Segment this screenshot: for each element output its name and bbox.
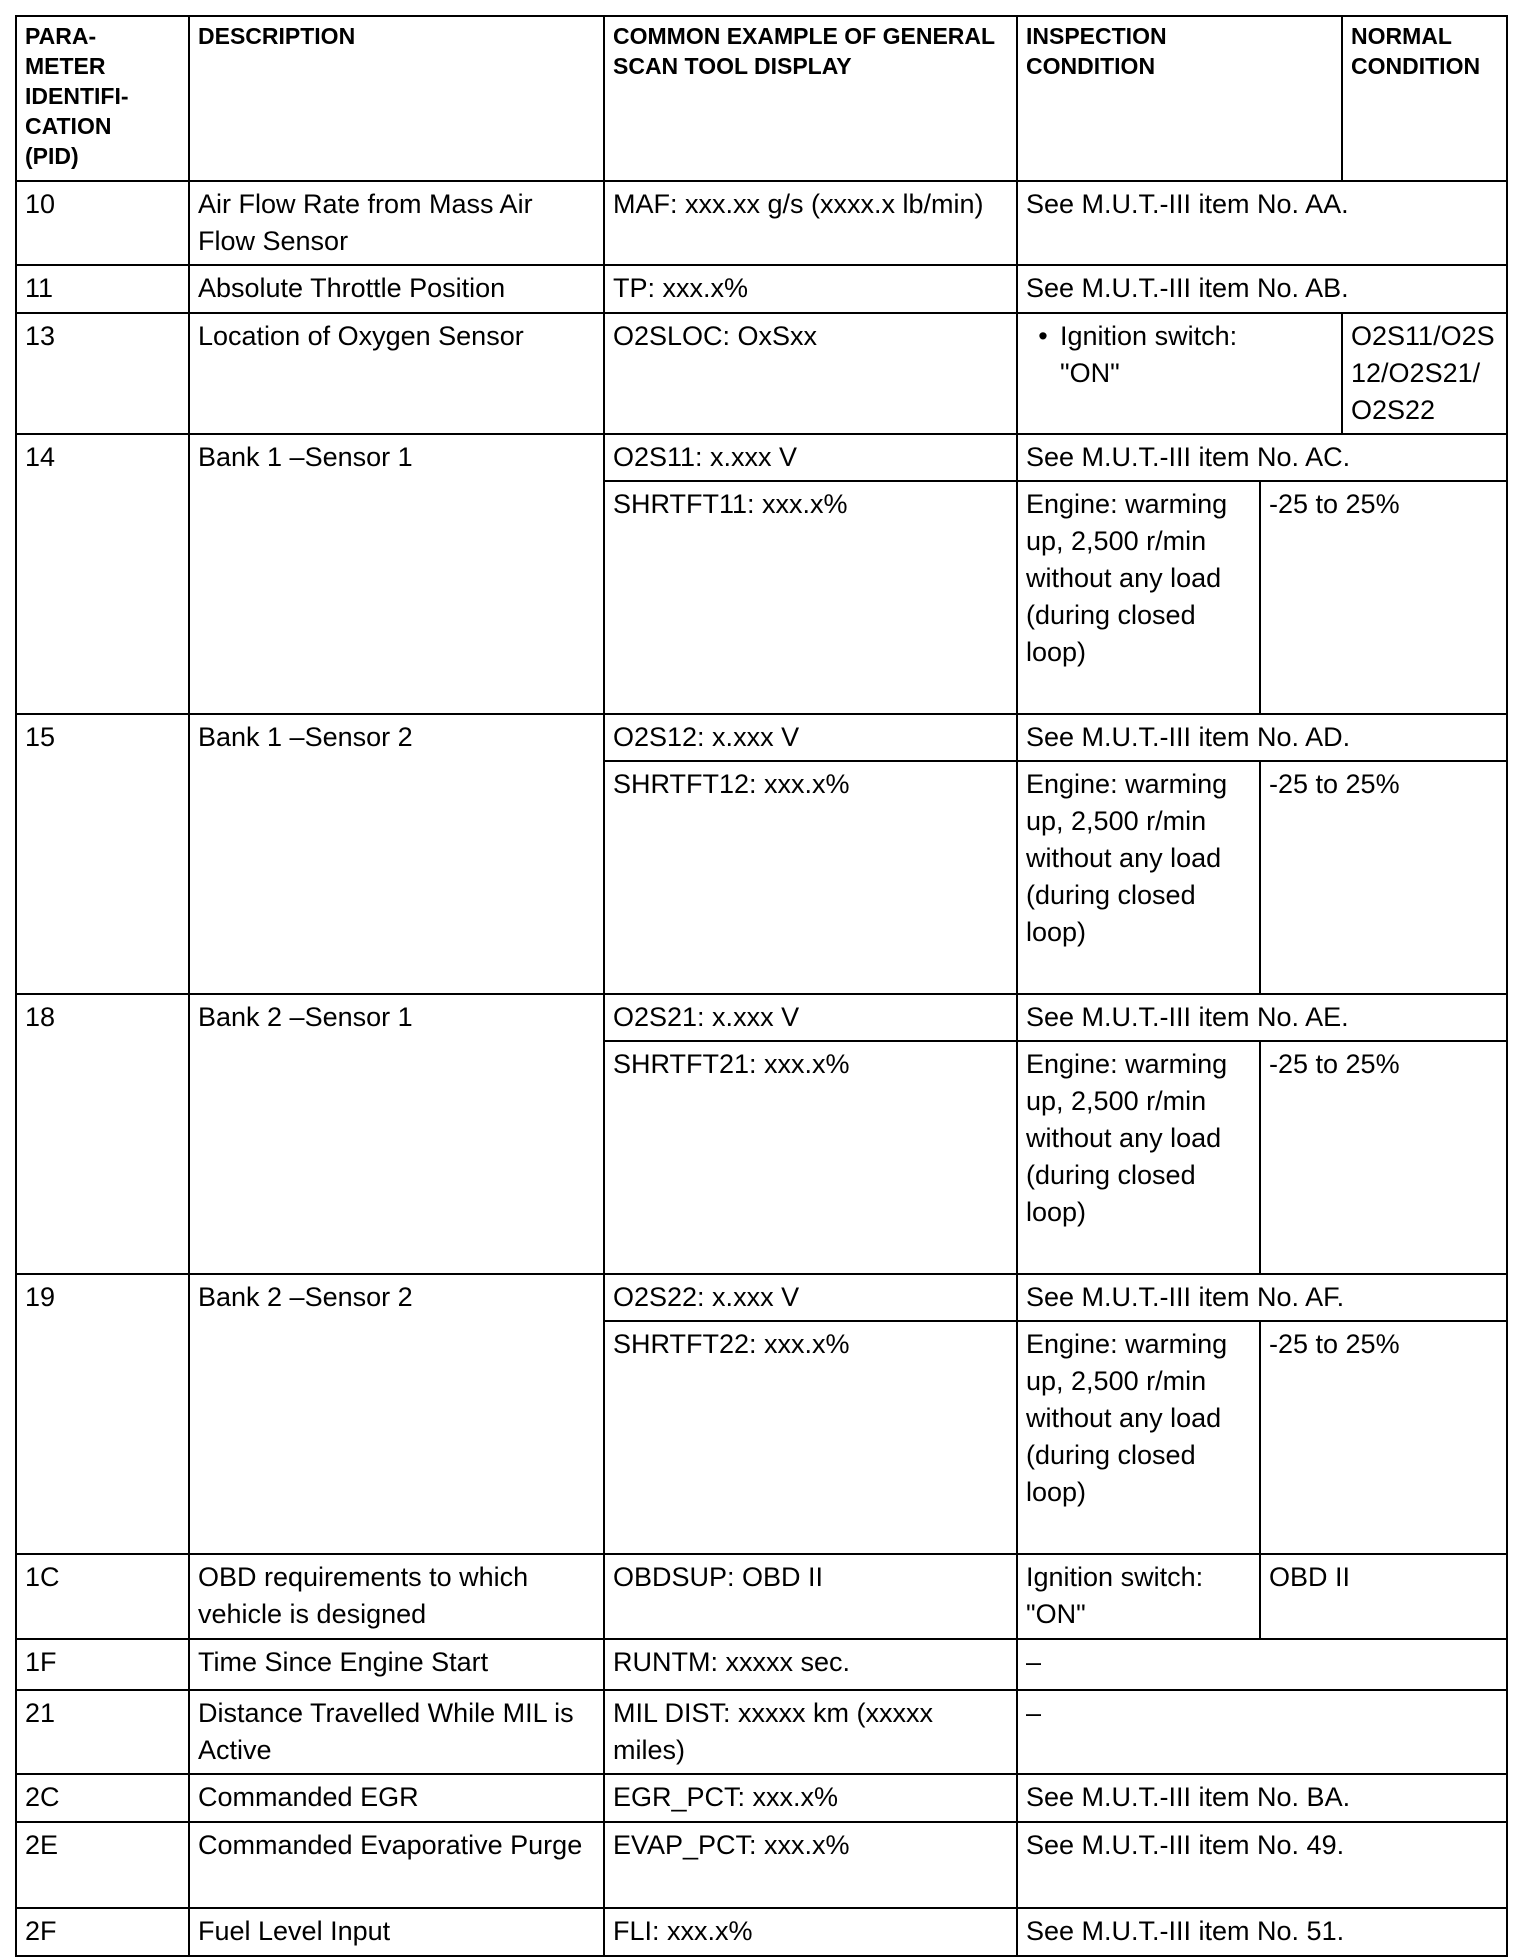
pid-cell: 14 <box>16 434 189 714</box>
display-cell: O2SLOC: OxSxx <box>604 313 1017 434</box>
table-row <box>16 1554 1507 1639</box>
header-normal: NORMAL CONDITION <box>1342 16 1507 181</box>
normal-cell: OBD II <box>1260 1554 1507 1639</box>
description-cell: OBD requirements to which vehicle is designed <box>189 1554 604 1639</box>
description-cell: Distance Travelled While MIL is Active <box>189 1690 604 1774</box>
inspection-cell: Engine: warming up, 2,500 r/min without any load (during closed loop) <box>1017 481 1260 714</box>
inspection-cell: See M.U.T.-III item No. AF. <box>1017 1274 1507 1321</box>
pid-cell: 2E <box>16 1822 189 1908</box>
description-cell: Time Since Engine Start <box>189 1639 604 1690</box>
normal-cell: -25 to 25% <box>1260 1041 1507 1274</box>
pid-table <box>15 15 1508 1957</box>
display-cell: SHRTFT21: xxx.x% <box>604 1041 1017 1274</box>
inspection-cell: See M.U.T.-III item No. AD. <box>1017 714 1507 761</box>
pid-cell: 13 <box>16 313 189 434</box>
bullet-icon: • <box>1038 321 1048 351</box>
display-cell: OBDSUP: OBD II <box>604 1554 1017 1639</box>
pid-cell: 15 <box>16 714 189 994</box>
pid-cell: 2C <box>16 1774 189 1822</box>
description-cell: Bank 1 –Sensor 1 <box>189 434 604 714</box>
display-cell: TP: xxx.x% <box>604 265 1017 313</box>
inspection-cell: See M.U.T.-III item No. AA. <box>1017 181 1507 265</box>
inspection-cell: See M.U.T.-III item No. AC. <box>1017 434 1507 481</box>
header-display: COMMON EXAMPLE OF GENERAL SCAN TOOL DISPLAY <box>604 16 1017 181</box>
header-pid: PARA- METER IDENTIFI- CATION (PID) <box>16 16 189 181</box>
description-cell: Commanded EGR <box>189 1774 604 1822</box>
table-header-row <box>16 16 1507 181</box>
display-cell: SHRTFT22: xxx.x% <box>604 1321 1017 1554</box>
display-cell: RUNTM: xxxxx sec. <box>604 1639 1017 1690</box>
display-cell: MIL DIST: xxxxx km (xxxxx miles) <box>604 1690 1017 1774</box>
table-row <box>16 181 1507 265</box>
inspection-cell: Engine: warming up, 2,500 r/min without any load (during closed loop) <box>1017 1041 1260 1274</box>
table-row <box>16 1908 1507 1956</box>
description-cell: Commanded Evaporative Purge <box>189 1822 604 1908</box>
display-cell: O2S21: x.xxx V <box>604 994 1017 1041</box>
display-cell: EVAP_PCT: xxx.x% <box>604 1822 1017 1908</box>
inspection-cell: Engine: warming up, 2,500 r/min without any load (during closed loop) <box>1017 761 1260 994</box>
table-row <box>16 1822 1507 1908</box>
display-cell: SHRTFT11: xxx.x% <box>604 481 1017 714</box>
pid-cell: 2F <box>16 1908 189 1956</box>
inspection-cell: See M.U.T.-III item No. 49. <box>1017 1822 1507 1908</box>
inspection-cell: Ignition switch: "ON" <box>1017 1554 1260 1639</box>
description-cell: Bank 1 –Sensor 2 <box>189 714 604 994</box>
pid-cell: 1C <box>16 1554 189 1639</box>
description-cell: Fuel Level Input <box>189 1908 604 1956</box>
display-cell: O2S12: x.xxx V <box>604 714 1017 761</box>
pid-cell: 19 <box>16 1274 189 1554</box>
inspection-cell: See M.U.T.-III item No. 51. <box>1017 1908 1507 1956</box>
display-cell: O2S11: x.xxx V <box>604 434 1017 481</box>
table-row <box>16 1274 1507 1321</box>
header-description: DESCRIPTION <box>189 16 604 181</box>
pid-cell: 18 <box>16 994 189 1274</box>
inspection-cell: See M.U.T.-III item No. AE. <box>1017 994 1507 1041</box>
description-cell: Bank 2 –Sensor 1 <box>189 994 604 1274</box>
inspection-cell: Engine: warming up, 2,500 r/min without any load (during closed loop) <box>1017 1321 1260 1554</box>
table-row <box>16 1690 1507 1774</box>
inspection-cell <box>1017 313 1342 434</box>
normal-cell: -25 to 25% <box>1260 761 1507 994</box>
pid-cell: 1F <box>16 1639 189 1690</box>
pid-cell: 21 <box>16 1690 189 1774</box>
table-row <box>16 994 1507 1041</box>
display-cell: SHRTFT12: xxx.x% <box>604 761 1017 994</box>
normal-cell: -25 to 25% <box>1260 481 1507 714</box>
description-cell: Absolute Throttle Position <box>189 265 604 313</box>
table-row <box>16 265 1507 313</box>
normal-cell: -25 to 25% <box>1260 1321 1507 1554</box>
display-cell: O2S22: x.xxx V <box>604 1274 1017 1321</box>
bullet-item <box>1026 318 1281 392</box>
pid-cell: 11 <box>16 265 189 313</box>
description-cell: Bank 2 –Sensor 2 <box>189 1274 604 1554</box>
description-cell: Air Flow Rate from Mass Air Flow Sensor <box>189 181 604 265</box>
display-cell: FLI: xxx.x% <box>604 1908 1017 1956</box>
inspection-cell: See M.U.T.-III item No. AB. <box>1017 265 1507 313</box>
table-row <box>16 714 1507 761</box>
normal-cell: O2S11/O2S12/O2S21/O2S22 <box>1342 313 1507 434</box>
display-cell: MAF: xxx.xx g/s (xxxx.x lb/min) <box>604 181 1017 265</box>
description-cell: Location of Oxygen Sensor <box>189 313 604 434</box>
table-row <box>16 1639 1507 1690</box>
inspection-cell: – <box>1017 1690 1507 1774</box>
display-cell: EGR_PCT: xxx.x% <box>604 1774 1017 1822</box>
inspection-text: Ignition switch: "ON" <box>1060 321 1238 388</box>
pid-cell: 10 <box>16 181 189 265</box>
header-inspection: INSPECTION CONDITION <box>1017 16 1342 181</box>
table-row <box>16 1774 1507 1822</box>
table-row <box>16 434 1507 481</box>
inspection-cell: – <box>1017 1639 1507 1690</box>
inspection-cell: See M.U.T.-III item No. BA. <box>1017 1774 1507 1822</box>
table-row <box>16 313 1507 434</box>
